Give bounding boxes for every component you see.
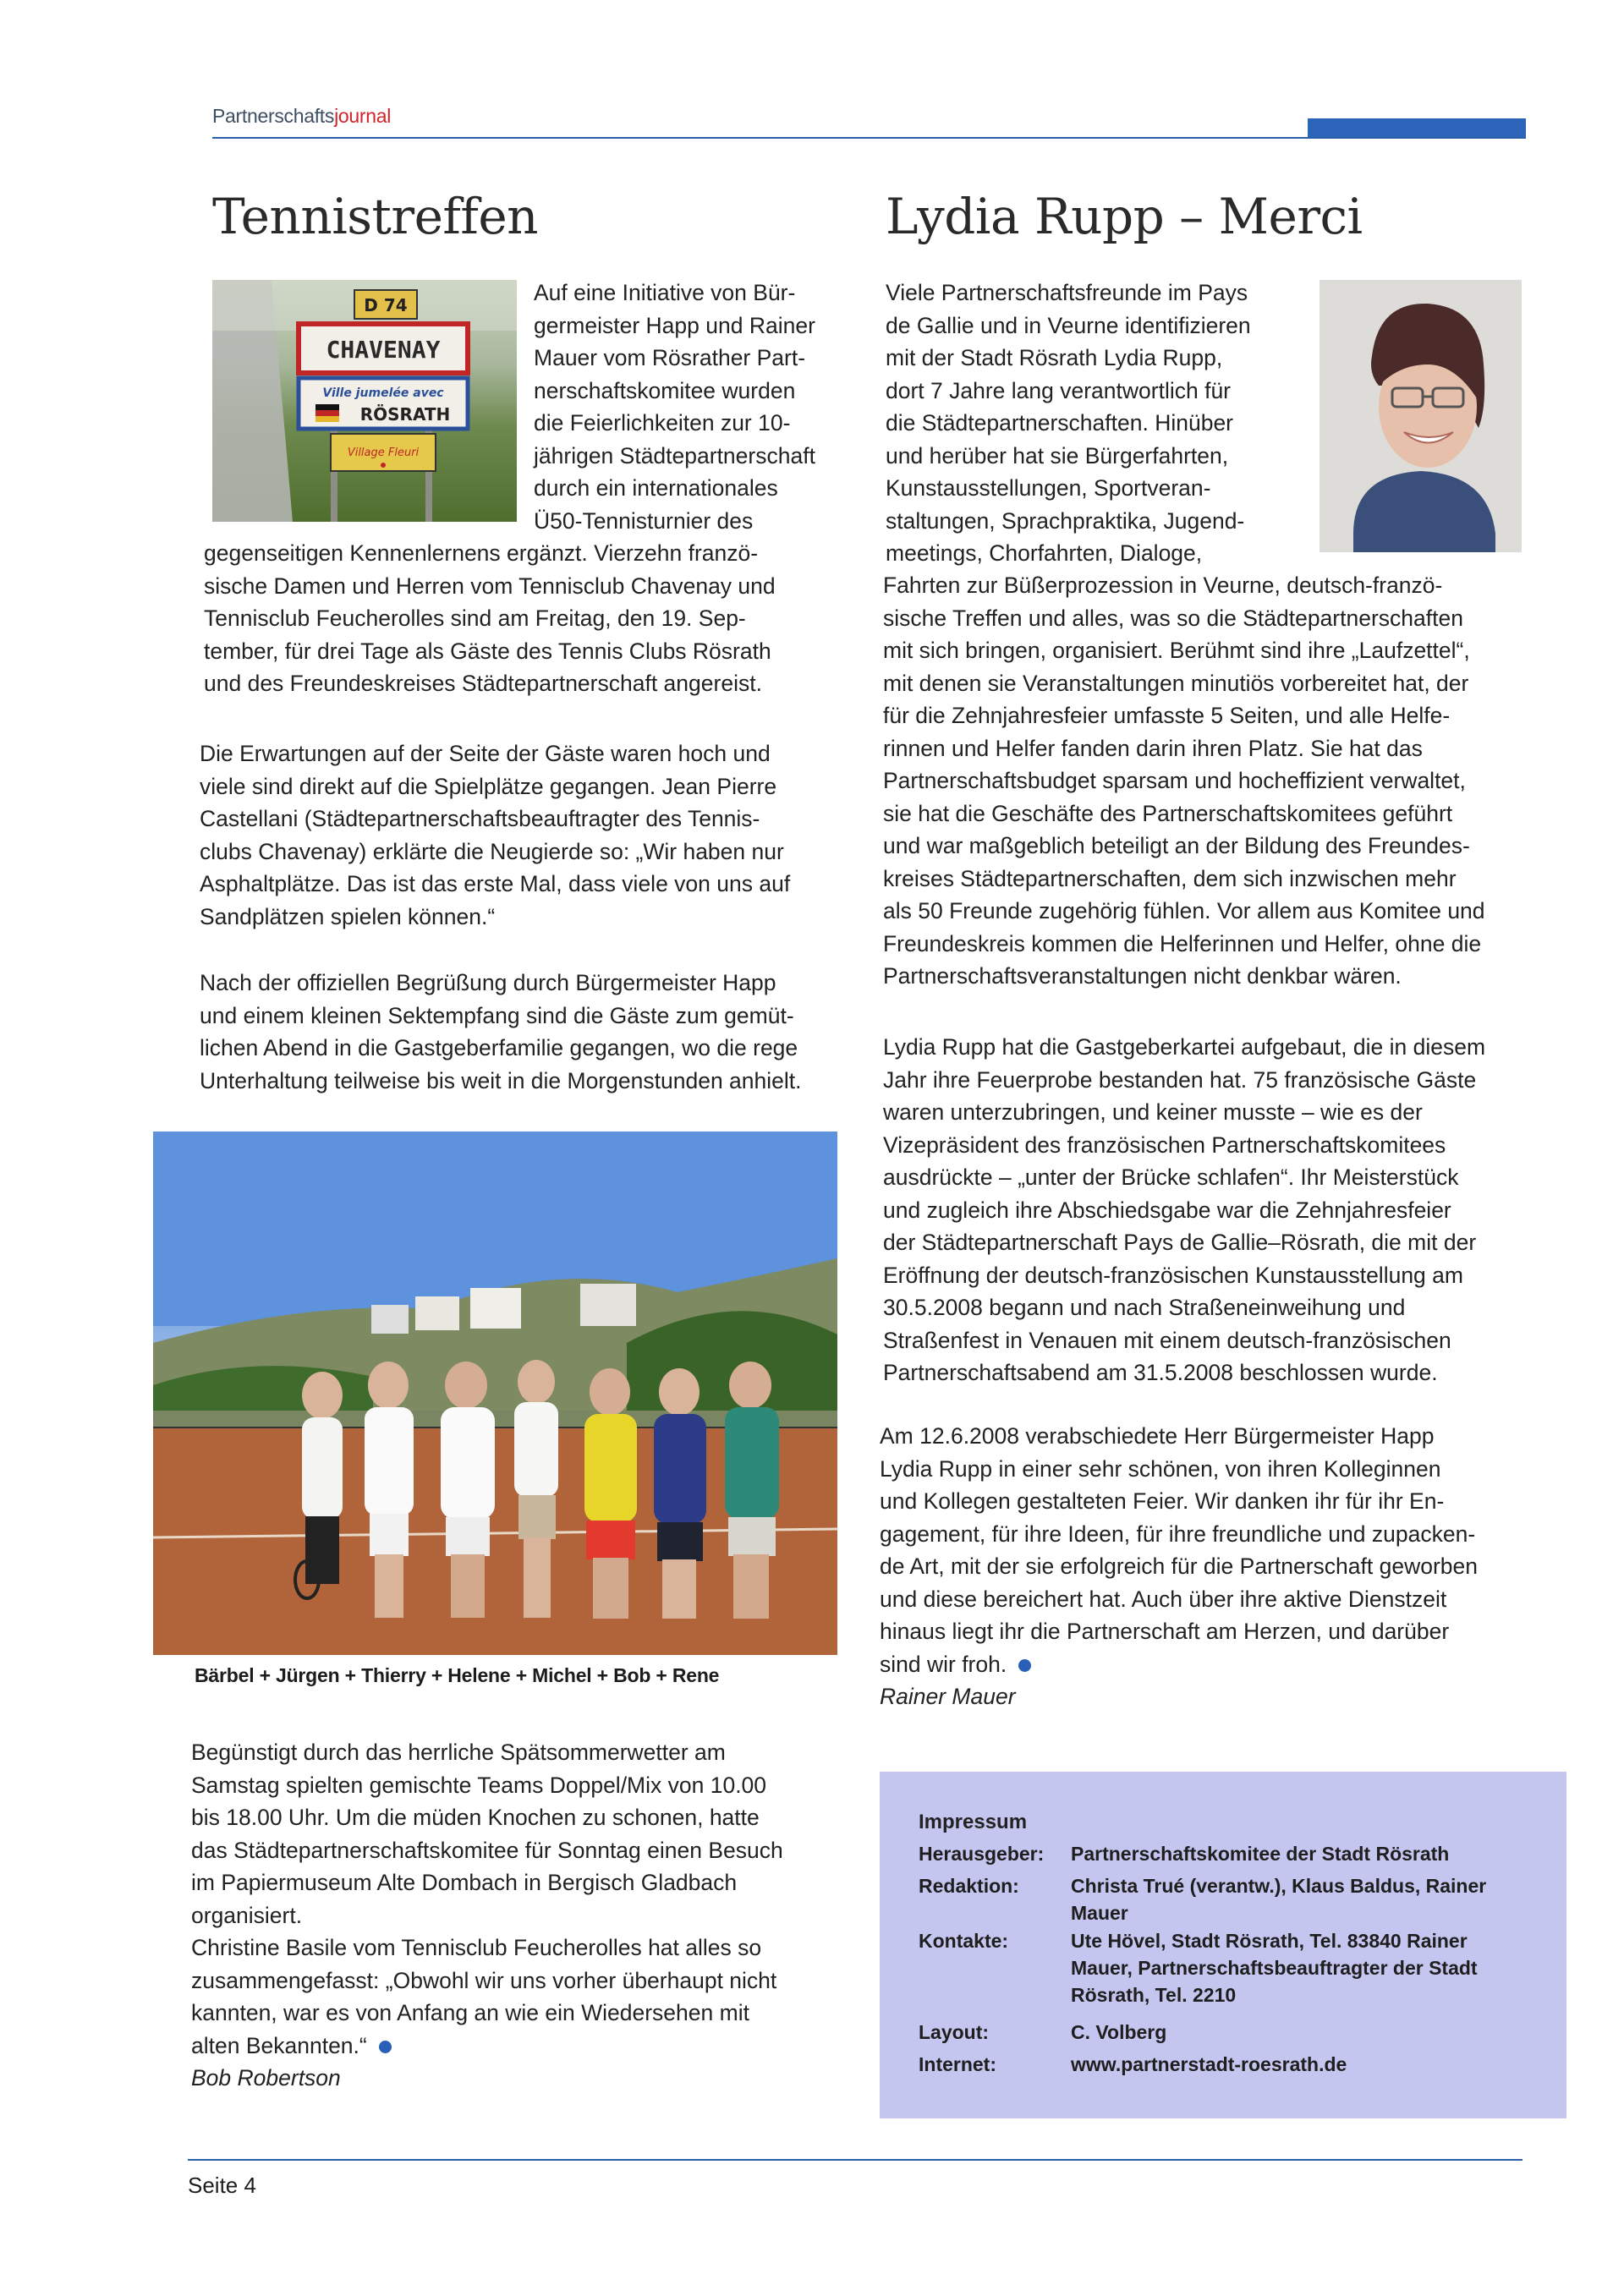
text-line: Mauer vom Rösrather Part- [534,345,806,370]
text-line: jährigen Städtepartnerschaft [534,442,815,469]
impressum-box [880,1772,1566,2118]
impressum-value: Partnerschaftskomitee der Stadt Rösrath [1071,1843,1450,1865]
text-line: Sandplätzen spielen können.“ [200,903,496,929]
text-line: und herüber hat sie Bürgerfahrten, [886,442,1229,469]
text-line: 30.5.2008 begann und nach Straßeneinweihung und [883,1295,1406,1320]
text-line: der Städtepartnerschaft Pays de Gallie–Rösrath, die mit der [883,1230,1477,1255]
text-line: bis 18.00 Uhr. Um die müden Knochen zu schonen, hatte [191,1805,760,1830]
text-line: Viele Partnerschaftsfreunde im Pays [886,280,1248,305]
text-line: für die Zehnjahresfeier umfasste 5 Seiten, und alle Helfe- [883,703,1451,728]
header-accent-bar [1308,118,1526,139]
text-line: die Städtepartnerschaften. Hinüber [886,410,1234,436]
text-line: de Art, mit der sie erfolgreich für die Partnerschaft geworben [880,1553,1479,1579]
text-line-end: sind wir froh. [880,1651,1007,1677]
text-line: mit der Stadt Rösrath Lydia Rupp, [886,345,1223,370]
end-mark-icon [1018,1659,1031,1672]
lydia-paragraph-2 [883,1031,1543,1389]
lydia-article-title: Lydia Rupp – Merci [886,188,1363,245]
impressum-label: Kontakte: [919,1930,1009,1952]
team-photo-illustration [153,1132,837,1655]
text-line: durch ein internationales [534,475,778,501]
text-line: staltungen, Sprachpraktika, Jugend- [886,507,1245,534]
text-line: kreises Städtepartnerschaften, dem sich inzwischen mehr [883,865,1457,891]
text-line: gegenseitigen Kennenlernens ergänzt. Vierzehn franzö- [204,540,759,566]
text-line: Fahrten zur Büßerprozession in Veurne, deutsch-franzö- [883,573,1443,598]
sign-road-number: D 74 [364,295,408,315]
page-number: Seite 4 [188,2173,256,2198]
chavenay-sign-photo [212,280,517,522]
portrait-illustration [1320,280,1522,552]
tennis-team-photo [153,1132,837,1655]
tennis-article-title: Tennistreffen [212,188,538,245]
text-line: Samstag spielten gemischte Teams Doppel/Mix von 10.00 [191,1772,767,1798]
impressum-website-link[interactable]: www.partnerstadt-roesrath.de [1071,2053,1347,2075]
text-line: das Städtepartnerschaftskomitee für Sonntag einen Besuch [191,1837,783,1863]
impressum-label: Internet: [919,2053,996,2075]
text-line: Straßenfest in Venauen mit einem deutsch-französischen [883,1327,1451,1353]
text-line: Unterhaltung teilweise bis weit in die Morgenstunden anhielt. [200,1067,802,1093]
text-line: Partnerschaftsabend am 31.5.2008 beschlossen wurde. [883,1360,1438,1385]
text-line [880,1648,1548,1681]
text-line: Lydia Rupp hat die Gastgeberkartei aufgebaut, die in diesem [883,1034,1486,1060]
text-line: sische Damen und Herren vom Tennisclub Chavenay und [204,573,776,599]
text-line: germeister Happ und Rainer [534,312,815,338]
end-mark-icon [379,2041,392,2053]
text-line: und des Freundeskreises Städtepartnerschaft angereist. [204,671,762,696]
text-line: de Gallie und in Veurne identifizieren [886,312,1251,338]
footer-rule [188,2159,1522,2161]
text-line: Eröffnung der deutsch-französischen Kunstausstellung am [883,1262,1463,1288]
text-line: Partnerschaftsveranstaltungen nicht denkbar wären. [883,963,1402,989]
lydia-intro-wrap [886,277,1309,570]
tennis-paragraph-1 [204,537,847,700]
text-line: Begünstigt durch das herrliche Spätsommerwetter am [191,1740,726,1765]
tennis-paragraph-3 [200,967,842,1097]
impressum-label: Herausgeber: [919,1843,1045,1865]
text-line: Castellani (Städtepartnerschaftsbeauftragter des Tennis- [200,806,760,831]
text-line [191,2030,851,2063]
text-line: Freundeskreis kommen die Helferinnen und Helfer, ohne die [883,930,1482,956]
text-line: die Feierlichkeiten zur 10- [534,410,791,436]
text-line: und war maßgeblich beteiligt an der Bildung des Freundes- [883,833,1470,858]
article-author: Rainer Mauer [880,1684,1016,1709]
text-line: im Papiermuseum Alte Dombach in Bergisch Gladbach [191,1870,738,1895]
text-line: Tennisclub Feucherolles sind am Freitag, den 19. Sep- [204,606,746,631]
text-line: rinnen und Helfer fanden darin ihren Platz. Sie hat das [883,735,1423,761]
chavenay-sign-illustration [212,280,517,522]
text-line: Jahr ihre Feuerprobe bestanden hat. 75 französische Gäste [883,1066,1477,1093]
text-line: viele sind direkt auf die Spielplätze gegangen. Jean Pierre [200,773,777,799]
text-line: lichen Abend in die Gastgeberfamilie gegangen, wo die rege [200,1035,798,1060]
brand-part1: Partnerschafts [212,105,335,127]
text-line: Die Erwartungen auf der Seite der Gäste waren hoch und [200,741,771,766]
text-line: zusammengefasst: „Obwohl wir uns vorher überhaupt nicht [191,1967,777,1993]
article-author: Bob Robertson [191,2065,341,2091]
text-line: als 50 Freunde zugehörig fühlen. Vor allem aus Komitee und [883,898,1485,923]
impressum-value: Christa Trué (verantw.), Klaus Baldus, Rainer Mauer [1071,1875,1487,1924]
text-line: ausdrückte – „unter der Brücke schlafen“. Ihr Meisterstück [883,1164,1459,1190]
impressum-value: C. Volberg [1071,2021,1167,2043]
text-line: waren unterzubringen, und keiner musste – wie es der [883,1099,1423,1125]
sign-twin-city: RÖSRATH [359,404,451,425]
text-line: Partnerschaftsbudget sparsam und hocheffizient verwaltet, [883,768,1466,793]
brand-part2: journal [334,105,392,127]
tennis-intro-wrap [534,277,838,537]
text-line: und Kollegen gestalteten Feier. Wir danken ihr für ihr En- [880,1488,1445,1514]
impressum-value: Ute Hövel, Stadt Rösrath, Tel. 83840 Rainer Mauer, Partnerschaftsbeauftragter der Stadt Rösrath, Tel. 2210 [1071,1930,1478,2006]
text-line: Christine Basile vom Tennisclub Feucherolles hat alles so [191,1935,762,1960]
text-line: sie hat die Geschäfte des Partnerschaftskomitees geführt [883,800,1453,826]
team-photo-caption: Bärbel + Jürgen + Thierry + Helene + Michel + Bob + Rene [195,1664,720,1686]
text-line: Am 12.6.2008 verabschiedete Herr Bürgermeister Happ [880,1423,1435,1449]
sign-twin-text: Ville jumelée avec [322,386,444,400]
text-line: Vizepräsident des französischen Partnerschaftskomitees [883,1132,1446,1158]
text-line: gagement, für ihre Ideen, für ihre freundliche und zupacken- [880,1521,1476,1547]
text-line: Asphaltplätze. Das ist das erste Mal, dass viele von uns auf [200,871,791,896]
lydia-rupp-portrait [1320,280,1522,552]
text-line: Ü50-Tennisturnier des [534,507,754,534]
text-line: und zugleich ihre Abschiedsgabe war die Zehnjahresfeier [883,1197,1451,1223]
text-line: Nach der offiziellen Begrüßung durch Bürgermeister Happ [200,970,776,995]
journal-brand [212,105,391,128]
text-line: mit sich bringen, organisiert. Berühmt sind ihre „Laufzettel“, [883,638,1470,663]
text-line: mit denen sie Veranstaltungen minutiös vorbereitet hat, der [883,670,1469,696]
text-line: meetings, Chorfahrten, Dialoge, [886,540,1203,566]
sign-town-name: CHAVENAY [326,336,441,364]
text-line: kannten, war es von Anfang an wie ein Wiedersehen mit [191,2000,749,2025]
text-line: dort 7 Jahre lang verantwortlich für [886,377,1232,403]
text-line: und diese bereichert hat. Auch über ihre aktive Dienstzeit [880,1586,1447,1612]
text-line: hinaus liegt ihr die Partnerschaft am Herzen, und darüber [880,1619,1450,1644]
text-line: sische Treffen und alles, was so die Städtepartnerschaften [883,605,1463,631]
lydia-paragraph-1 [883,569,1543,993]
text-line-end: alten Bekannten.“ [191,2032,367,2058]
text-line: tember, für drei Tage als Gäste des Tennis Clubs Rösrath [204,638,771,664]
sign-fleuri: Village Fleuri [347,447,420,459]
impressum-label: Redaktion: [919,1875,1019,1897]
impressum-title: Impressum [919,1811,1028,1833]
text-line: clubs Chavenay) erklärte die Neugierde so: „Wir haben nur [200,838,784,864]
text-line: Auf eine Initiative von Bür- [534,280,796,305]
tennis-paragraph-4 [191,1736,851,2095]
impressum-label: Layout: [919,2021,990,2043]
lydia-paragraph-3 [880,1420,1548,1713]
text-line: und einem kleinen Sektempfang sind die Gäste zum gemüt- [200,1002,794,1028]
tennis-paragraph-2 [200,737,842,933]
text-line: organisiert. [191,1902,303,1928]
text-line: Lydia Rupp in einer sehr schönen, von ihren Kolleginnen [880,1455,1441,1482]
text-line: nerschaftskomitee wurden [534,377,796,403]
text-line: Kunstausstellungen, Sportveran- [886,475,1211,501]
header-rule [212,137,1526,139]
